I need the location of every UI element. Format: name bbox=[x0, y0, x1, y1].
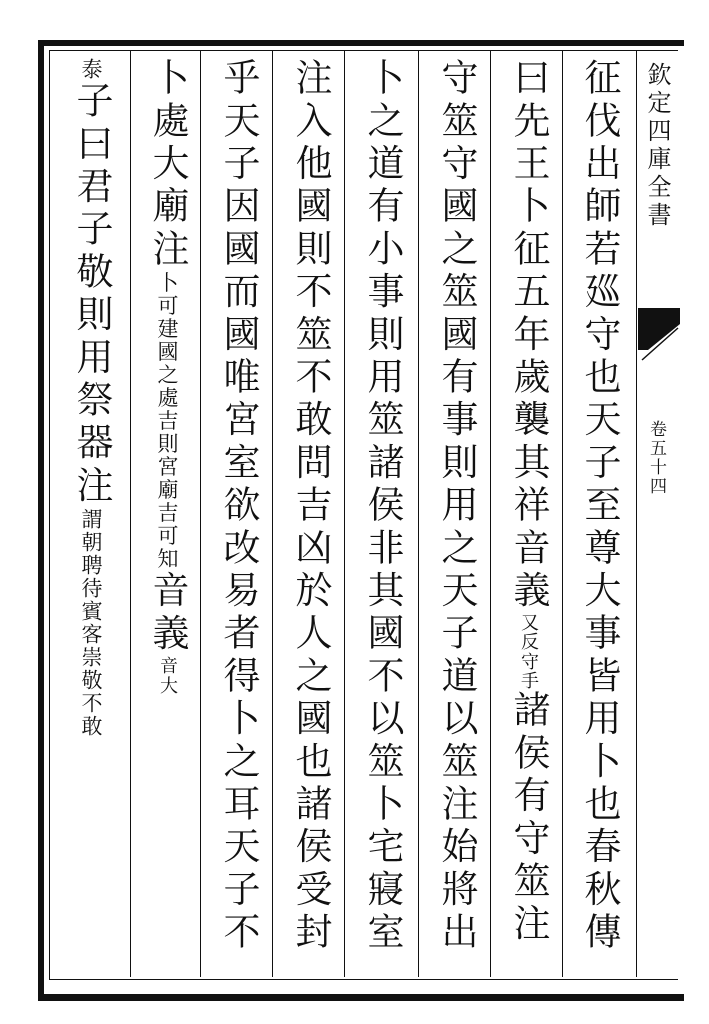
main-text: 子曰君子敬則用祭器注 bbox=[70, 81, 113, 508]
text-column-3 bbox=[433, 58, 479, 955]
main-text: 音義 bbox=[146, 570, 189, 656]
main-text: 音義 bbox=[507, 527, 550, 614]
main-text: 注入他國則不筮不敢問吉凶於人之國也諸侯受封 bbox=[289, 58, 332, 955]
volume-label: 卷五十四 bbox=[646, 420, 666, 496]
column-rule bbox=[344, 51, 345, 977]
text-column-8 bbox=[68, 58, 114, 738]
text-column-4 bbox=[359, 58, 405, 955]
main-text: 曰先王卜征五年歲襲其祥 bbox=[507, 58, 550, 528]
annotation-text: 卜可建國之處吉則宮廟吉可知 bbox=[155, 271, 179, 571]
fishtail-mark bbox=[638, 300, 680, 370]
main-text: 卜處大廟注 bbox=[146, 58, 189, 272]
annotation-right: 守手 bbox=[518, 652, 539, 691]
column-rule bbox=[418, 51, 419, 977]
main-text: 卜之道有小事則用筮諸侯非其國不以筮卜宅寢室 bbox=[361, 58, 404, 955]
text-column-6 bbox=[215, 58, 261, 955]
book-title: 欽定四庫全書 bbox=[643, 62, 671, 230]
annotation-left: 音 bbox=[157, 655, 178, 675]
annotation-pair bbox=[157, 656, 177, 695]
main-text: 征伐出師若廵守也天子至尊大事皆用卜也春秋傳 bbox=[578, 58, 621, 955]
main-text: 諸侯有守筮注 bbox=[507, 690, 550, 947]
text-column-1 bbox=[576, 58, 622, 955]
annotation-right: 大 bbox=[157, 675, 178, 695]
column-rule bbox=[562, 51, 563, 977]
annotation-text: 泰 bbox=[79, 58, 103, 81]
main-text: 乎天子因國而國唯宮室欲改易者得卜之耳天子不 bbox=[217, 58, 260, 955]
text-column-7 bbox=[144, 58, 190, 695]
text-column-2 bbox=[505, 58, 551, 946]
column-rule bbox=[200, 51, 201, 977]
column-rule bbox=[272, 51, 273, 977]
text-column-5 bbox=[287, 58, 333, 955]
column-rule bbox=[130, 51, 131, 977]
annotation-left: 又反 bbox=[518, 613, 539, 652]
main-text: 守筮守國之筮國有事則用之天子道以筮注始將出 bbox=[435, 58, 478, 955]
annotation-pair bbox=[518, 613, 538, 690]
column-rule bbox=[636, 51, 637, 977]
column-rule bbox=[490, 51, 491, 977]
annotation-text: 謂朝聘待賓客崇敬不敢 bbox=[79, 508, 103, 738]
